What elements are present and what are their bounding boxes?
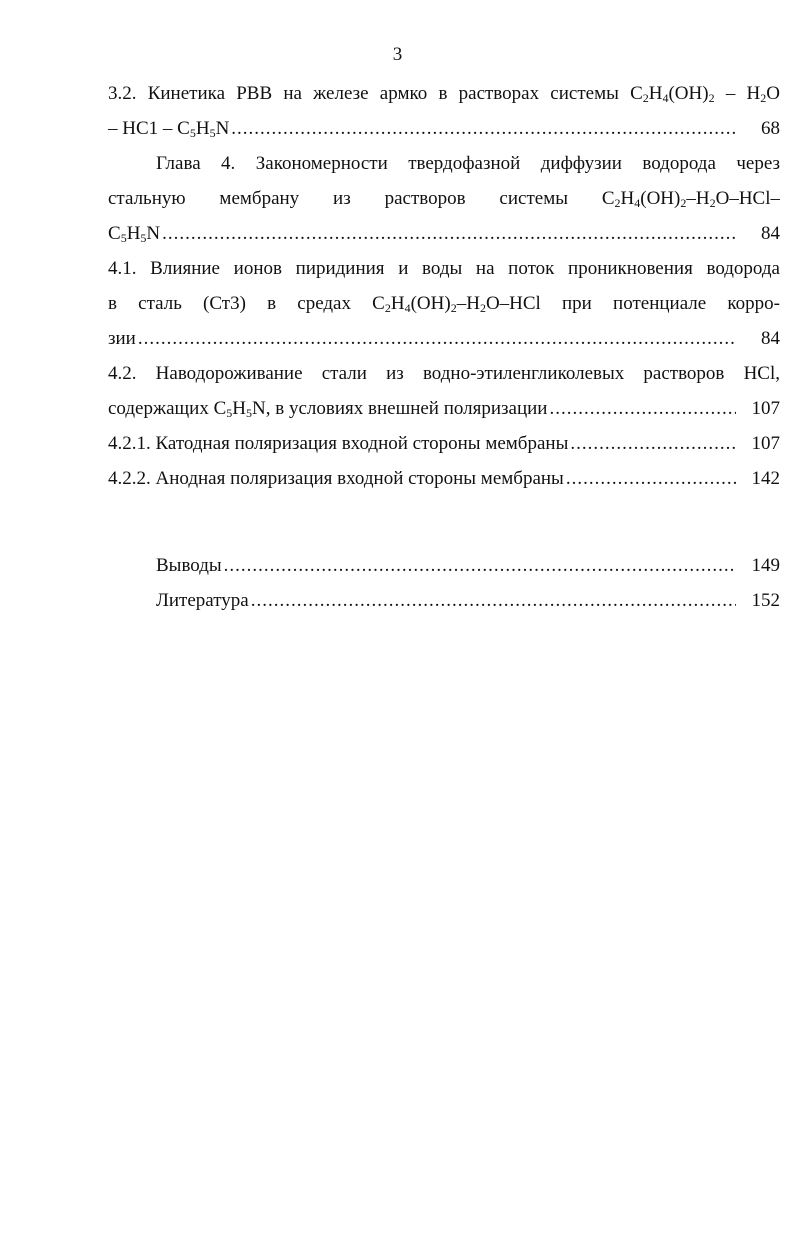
section-gap — [108, 496, 780, 548]
toc-entry-text-line: 4.2. Наводороживание стали из водно-этиленгликолевых растворов HCl, — [108, 363, 780, 384]
leader-dots — [566, 461, 736, 496]
toc-entry-text-line: в сталь (Ст3) в средах $C_2H_4(OH)_2-H_2O$–HCl при потенциале корро- — [108, 293, 780, 315]
toc-entry-last-line — [108, 216, 780, 251]
toc-entry-text-line: 4.1. Влияние ионов пиридиния и воды на поток проникновения водорода — [108, 258, 780, 279]
toc-page-number: 149 — [751, 555, 780, 576]
toc-page-number: 152 — [751, 590, 780, 611]
toc-entry-last-line — [108, 461, 780, 496]
toc-page-number: 107 — [751, 433, 780, 454]
toc-entry-4-2-1[interactable] — [108, 426, 780, 461]
leader-dots — [224, 548, 736, 583]
toc-entry-text: содержащих $C_5H_5N$, в условиях внешней поляризации — [108, 398, 548, 420]
toc-entry-4-1[interactable] — [108, 251, 780, 356]
toc-entry-last-line — [108, 321, 780, 356]
toc-page-number: 107 — [751, 398, 780, 419]
toc-page-number: 68 — [761, 118, 780, 139]
leader-dots — [231, 111, 736, 146]
toc-entry-text: Выводы — [156, 555, 222, 576]
toc-page-number: 84 — [761, 223, 780, 244]
toc-entry-text-line: Глава 4. Закономерности твердофазной диффузии водорода через — [156, 153, 780, 174]
table-of-contents — [108, 76, 780, 618]
toc-entry-text: зии — [108, 328, 136, 349]
toc-entry-last-line — [108, 548, 780, 583]
toc-entry-last-line — [108, 111, 780, 146]
toc-entry-conclusions[interactable] — [108, 548, 780, 583]
toc-entry-text: 4.2.1. Катодная поляризация входной стороны мембраны — [108, 433, 569, 454]
toc-page-number: 84 — [761, 328, 780, 349]
toc-entry-last-line — [108, 583, 780, 618]
toc-entry-text: $C_5H_5N$ — [108, 223, 161, 245]
toc-entry-last-line — [108, 391, 780, 426]
toc-entry-text: 4.2.2. Анодная поляризация входной стороны мембраны — [108, 468, 564, 489]
leader-dots — [251, 583, 736, 618]
leader-dots — [549, 391, 736, 426]
toc-entry-text: – $HC1 - C_5H_5N$ — [108, 118, 230, 140]
toc-entry-text: Литература — [156, 590, 249, 611]
leader-dots — [570, 426, 736, 461]
page-number: 3 — [392, 44, 403, 65]
toc-entry-chapter-4[interactable] — [108, 146, 780, 251]
toc-entry-text-line: 3.2. Кинетика РВВ на железе армко в растворах системы $C_2H_4(OH)_2 - H_2O$ — [108, 83, 780, 105]
toc-page-number: 142 — [751, 468, 780, 489]
toc-entry-4-2-2[interactable] — [108, 461, 780, 496]
leader-dots — [162, 216, 736, 251]
toc-entry-text-line: стальную мембрану из растворов системы $C_2H_4(OH)_2-H_2O-HCl-$ — [108, 188, 780, 210]
toc-entry-references[interactable] — [108, 583, 780, 618]
toc-entry-3-2[interactable] — [108, 76, 780, 146]
toc-entry-4-2[interactable] — [108, 356, 780, 426]
leader-dots — [138, 321, 736, 356]
toc-entry-last-line — [108, 426, 780, 461]
